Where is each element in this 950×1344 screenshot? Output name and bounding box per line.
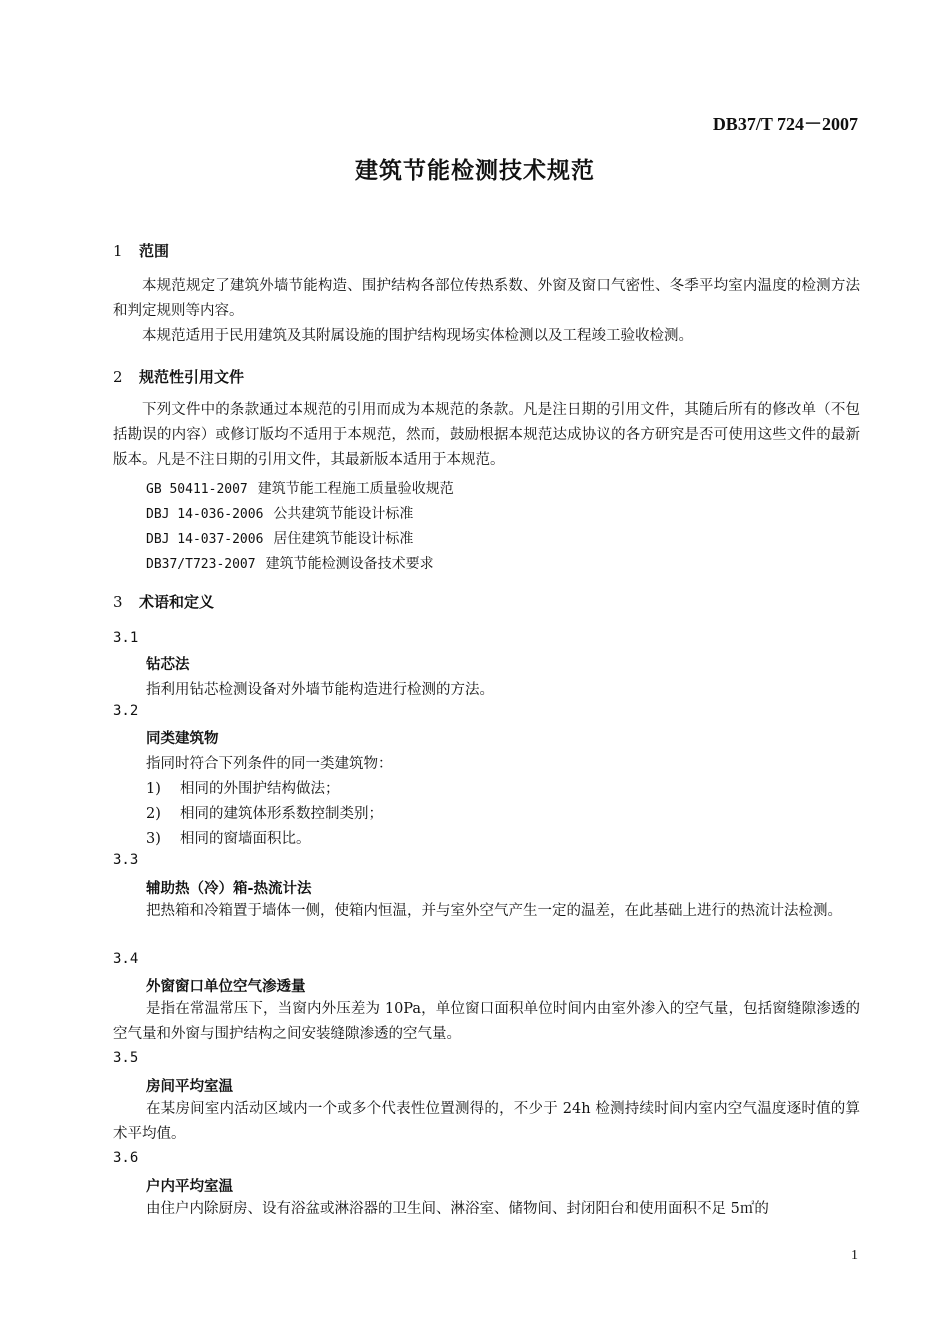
reference-item [146,478,454,498]
term-name: 户内平均室温 [146,1179,233,1195]
reference-title: 建筑节能检测设备技术要求 [265,556,434,572]
standard-number: DB37/T 724－2007 [712,114,858,134]
section-title: 规范性引用文件 [139,368,245,386]
reference-item [146,528,413,548]
list-item [146,777,340,798]
list-item [146,802,383,823]
reference-code: GB 50411-2007 [146,482,248,497]
section-3-heading [113,591,214,612]
list-item [146,827,311,848]
section-1-heading [113,240,169,261]
list-item-text: 相同的建筑体形系数控制类别； [180,806,383,822]
term-name: 房间平均室温 [146,1079,233,1095]
paragraph: 下列文件中的条款通过本规范的引用而成为本规范的条款。凡是注日期的引用文件，其随后所有的修改单（不包括勘误的内容）或修订版均不适用于本规范，然而，鼓励根据本规范达成协议的各方研究是否可使用这些文件的最新版本。凡是不注日期的引用文件，其最新版本适用于本规范。 [113,402,860,468]
reference-code: DB37/T723-2007 [146,557,256,572]
term-definition: 由住户内除厨房、设有浴盆或淋浴器的卫生间、淋浴室、储物间、封闭阳台和使用面积不足 5㎡的 [146,1201,769,1217]
reference-code: DBJ 14-036-2006 [146,507,264,522]
term-name: 同类建筑物 [146,731,219,747]
reference-item [146,503,413,523]
section-2-heading [113,366,244,387]
paragraph: 本规范规定了建筑外墙节能构造、围护结构各部位传热系数、外窗及窗口气密性、冬季平均室内温度的检测方法和判定规则等内容。 [113,278,860,319]
document-title: 建筑节能检测技术规范 [355,157,595,184]
reference-item [146,553,434,573]
section-2-body [113,398,860,473]
reference-title: 公共建筑节能设计标准 [273,506,414,522]
reference-code: DBJ 14-037-2006 [146,532,264,547]
term-name: 辅助热（冷）箱-热流计法 [146,881,312,897]
section-title: 范围 [139,242,170,260]
section-number: 2 [113,368,123,386]
term-number: 3.3 [113,852,139,868]
term-number: 3.6 [113,1150,139,1166]
section-number: 1 [113,242,123,260]
list-item-number: 1) [146,781,161,797]
term-number: 3.1 [113,630,139,646]
list-item-text: 相同的外围护结构做法； [180,781,340,797]
term-definition: 在某房间室内活动区域内一个或多个代表性位置测得的，不少于 24h 检测持续时间内室内空气温度逐时值的算术平均值。 [113,1101,860,1142]
term-number: 3.5 [113,1050,139,1066]
term-number: 3.2 [113,703,139,719]
list-item-number: 2) [146,806,161,822]
paragraph: 本规范适用于民用建筑及其附属设施的围护结构现场实体检测以及工程竣工验收检测。 [142,328,693,344]
term-number: 3.4 [113,951,139,967]
reference-title: 建筑节能工程施工质量验收规范 [257,481,454,497]
page-number: 1 [851,1248,858,1263]
section-1-body [113,274,860,349]
reference-title: 居住建筑节能设计标准 [273,531,414,547]
term-definition: 把热箱和冷箱置于墙体一侧，使箱内恒温，并与室外空气产生一定的温差，在此基础上进行的热流计法检测。 [146,903,842,919]
section-number: 3 [113,593,123,611]
term-definition: 指利用钻芯检测设备对外墙节能构造进行检测的方法。 [146,682,494,698]
section-title: 术语和定义 [139,593,215,611]
term-name: 钻芯法 [146,657,190,673]
list-item-number: 3) [146,831,161,847]
term-name: 外窗窗口单位空气渗透量 [146,979,306,995]
term-definition: 指同时符合下列条件的同一类建筑物： [146,756,393,772]
list-item-text: 相同的窗墙面积比。 [180,831,311,847]
term-definition: 是指在常温常压下，当窗内外压差为 10Pa，单位窗口面积单位时间内由室外渗入的空气量，包括窗缝隙渗透的空气量和外窗与围护结构之间安装缝隙渗透的空气量。 [113,1001,860,1042]
